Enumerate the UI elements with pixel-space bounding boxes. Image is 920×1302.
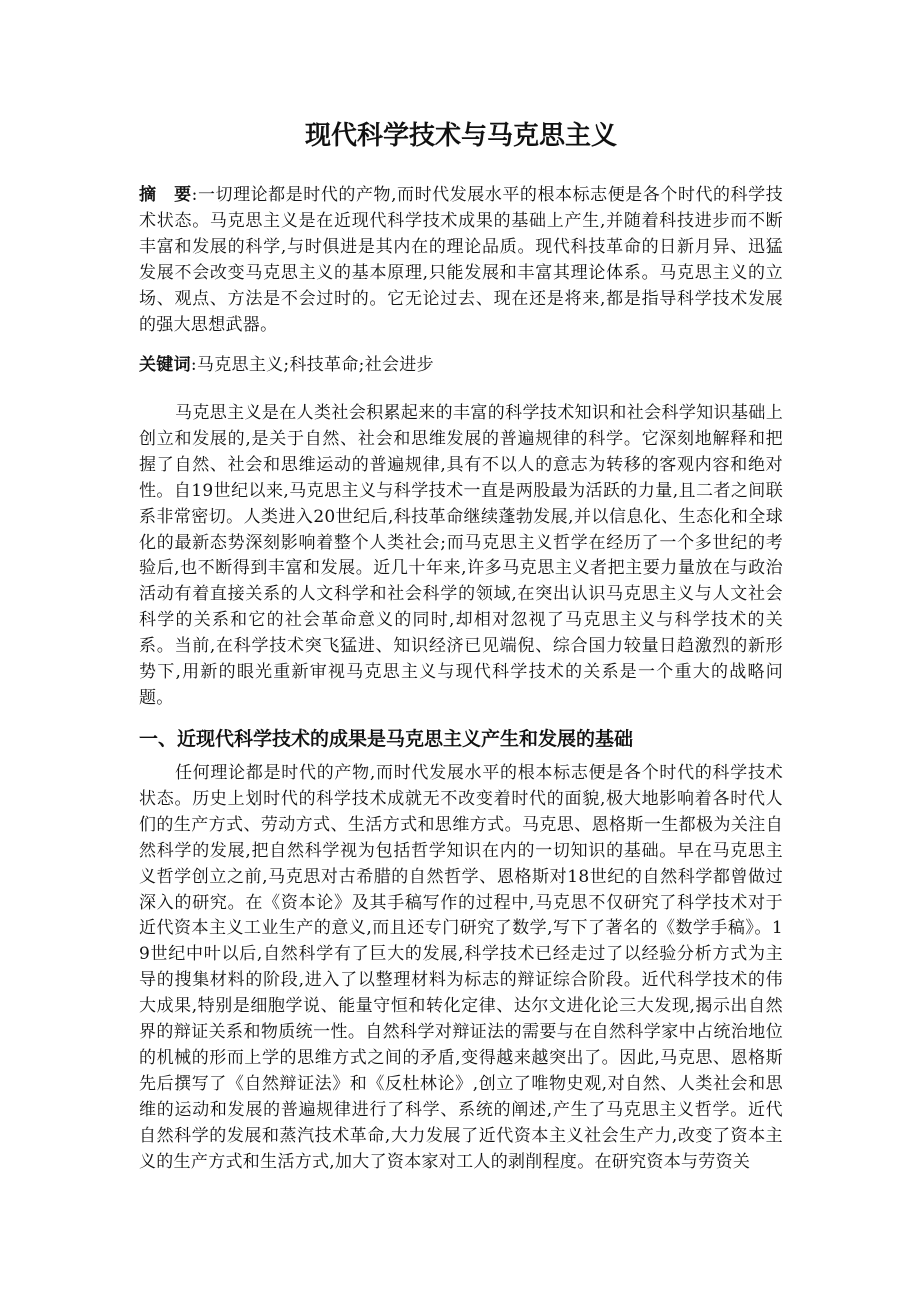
keywords-label: 关键词 — [139, 355, 191, 375]
abstract-text: :一切理论都是时代的产物,而时代发展水平的根本标志便是各个时代的科学技术状态。马克思主义是在近现代科学技术成果的基础上产生,并随着科技进步而不断丰富和发展的科学,与时俱进是其内在的理论品质。现代科技革命的日新月异、迅猛发展不会改变马克思主义的基本原理,只能发展和丰富其理论体系。马克思主义的立场、观点、方法是不会过时的。它无论过去、现在还是将来,都是指导科学技术发展的强大思想武器。 — [139, 185, 783, 335]
abstract-label: 摘 要 — [139, 185, 192, 205]
keywords-text: :马克思主义;科技革命;社会进步 — [190, 355, 434, 375]
abstract-paragraph — [139, 183, 783, 338]
section-body-paragraph: 任何理论都是时代的产物,而时代发展水平的根本标志便是各个时代的科学技术状态。历史上划时代的科学技术成就无不改变着时代的面貌,极大地影响着各时代人们的生产方式、劳动方式、生活方式和思维方式。马克思、恩格斯一生都极为关注自然科学的发展,把自然科学视为包括哲学知识在内的一切知识的基础。早在马克思主义哲学创立之前,马克思对古希腊的自然哲学、恩格斯对18世纪的自然科学都曾做过深入的研究。在《资本论》及其手稿写作的过程中,马克思不仅研究了科学技术对于近代资本主义工业生产的意义,而且还专门研究了数学,写下了著名的《数学手稿》。19世纪中叶以后,自然科学有了巨大的发展,科学技术已经走过了以经验分析方式为主导的搜集材料的阶段,进入了以整理材料为标志的辩证综合阶段。近代科学技术的伟大成果,特别是细胞学说、能量守恒和转化定律、达尔文进化论三大发现,揭示出自然界的辩证关系和物质统一性。自然科学对辩证法的需要与在自然科学家中占统治地位的机械的形而上学的思维方式之间的矛盾,变得越来越突出了。因此,马克思、恩格斯先后撰写了《自然辩证法》和《反杜林论》,创立了唯物史观,对自然、人类社会和思维的运动和发展的普遍规律进行了科学、系统的阐述,产生了马克思主义哲学。近代自然科学的发展和蒸汽技术革命,大力发展了近代资本主义社会生产力,改变了资本主义的生产方式和生活方式,加大了资本家对工人的剥削程度。在研究资本与劳资关 — [139, 763, 783, 1172]
document-title: 现代科学技术与马克思主义 — [304, 121, 617, 151]
keywords-paragraph — [139, 353, 783, 379]
intro-paragraph: 马克思主义是在人类社会积累起来的丰富的科学技术知识和社会科学知识基础上创立和发展的,是关于自然、社会和思维发展的普遍规律的科学。它深刻地解释和把握了自然、社会和思维运动的普遍规律,具有不以人的意志为转移的客观内容和绝对性。自19世纪以来,马克思主义与科学技术一直是两股最为活跃的力量,且二者之间联系非常密切。人类进入20世纪后,科技革命继续蓬勃发展,并以信息化、生态化和全球化的最新态势深刻影响着整个人类社会;而马克思主义哲学在经历了一个多世纪的考验后,也不断得到丰富和发展。近几十年来,许多马克思主义者把主要力量放在与政治活动有着直接关系的人文科学和社会科学的领域,在突出认识马克思主义与人文社会科学的关系和它的社会革命意义的同时,却相对忽视了马克思主义与科学技术的关系。当前,在科学技术突飞猛进、知识经济已见端倪、综合国力较量日趋激烈的新形势下,用新的眼光重新审视马克思主义与现代科学技术的关系是一个重大的战略问题。 — [139, 403, 783, 708]
section-heading: 一、近现代科学技术的成果是马克思主义产生和发展的基础 — [139, 728, 634, 750]
